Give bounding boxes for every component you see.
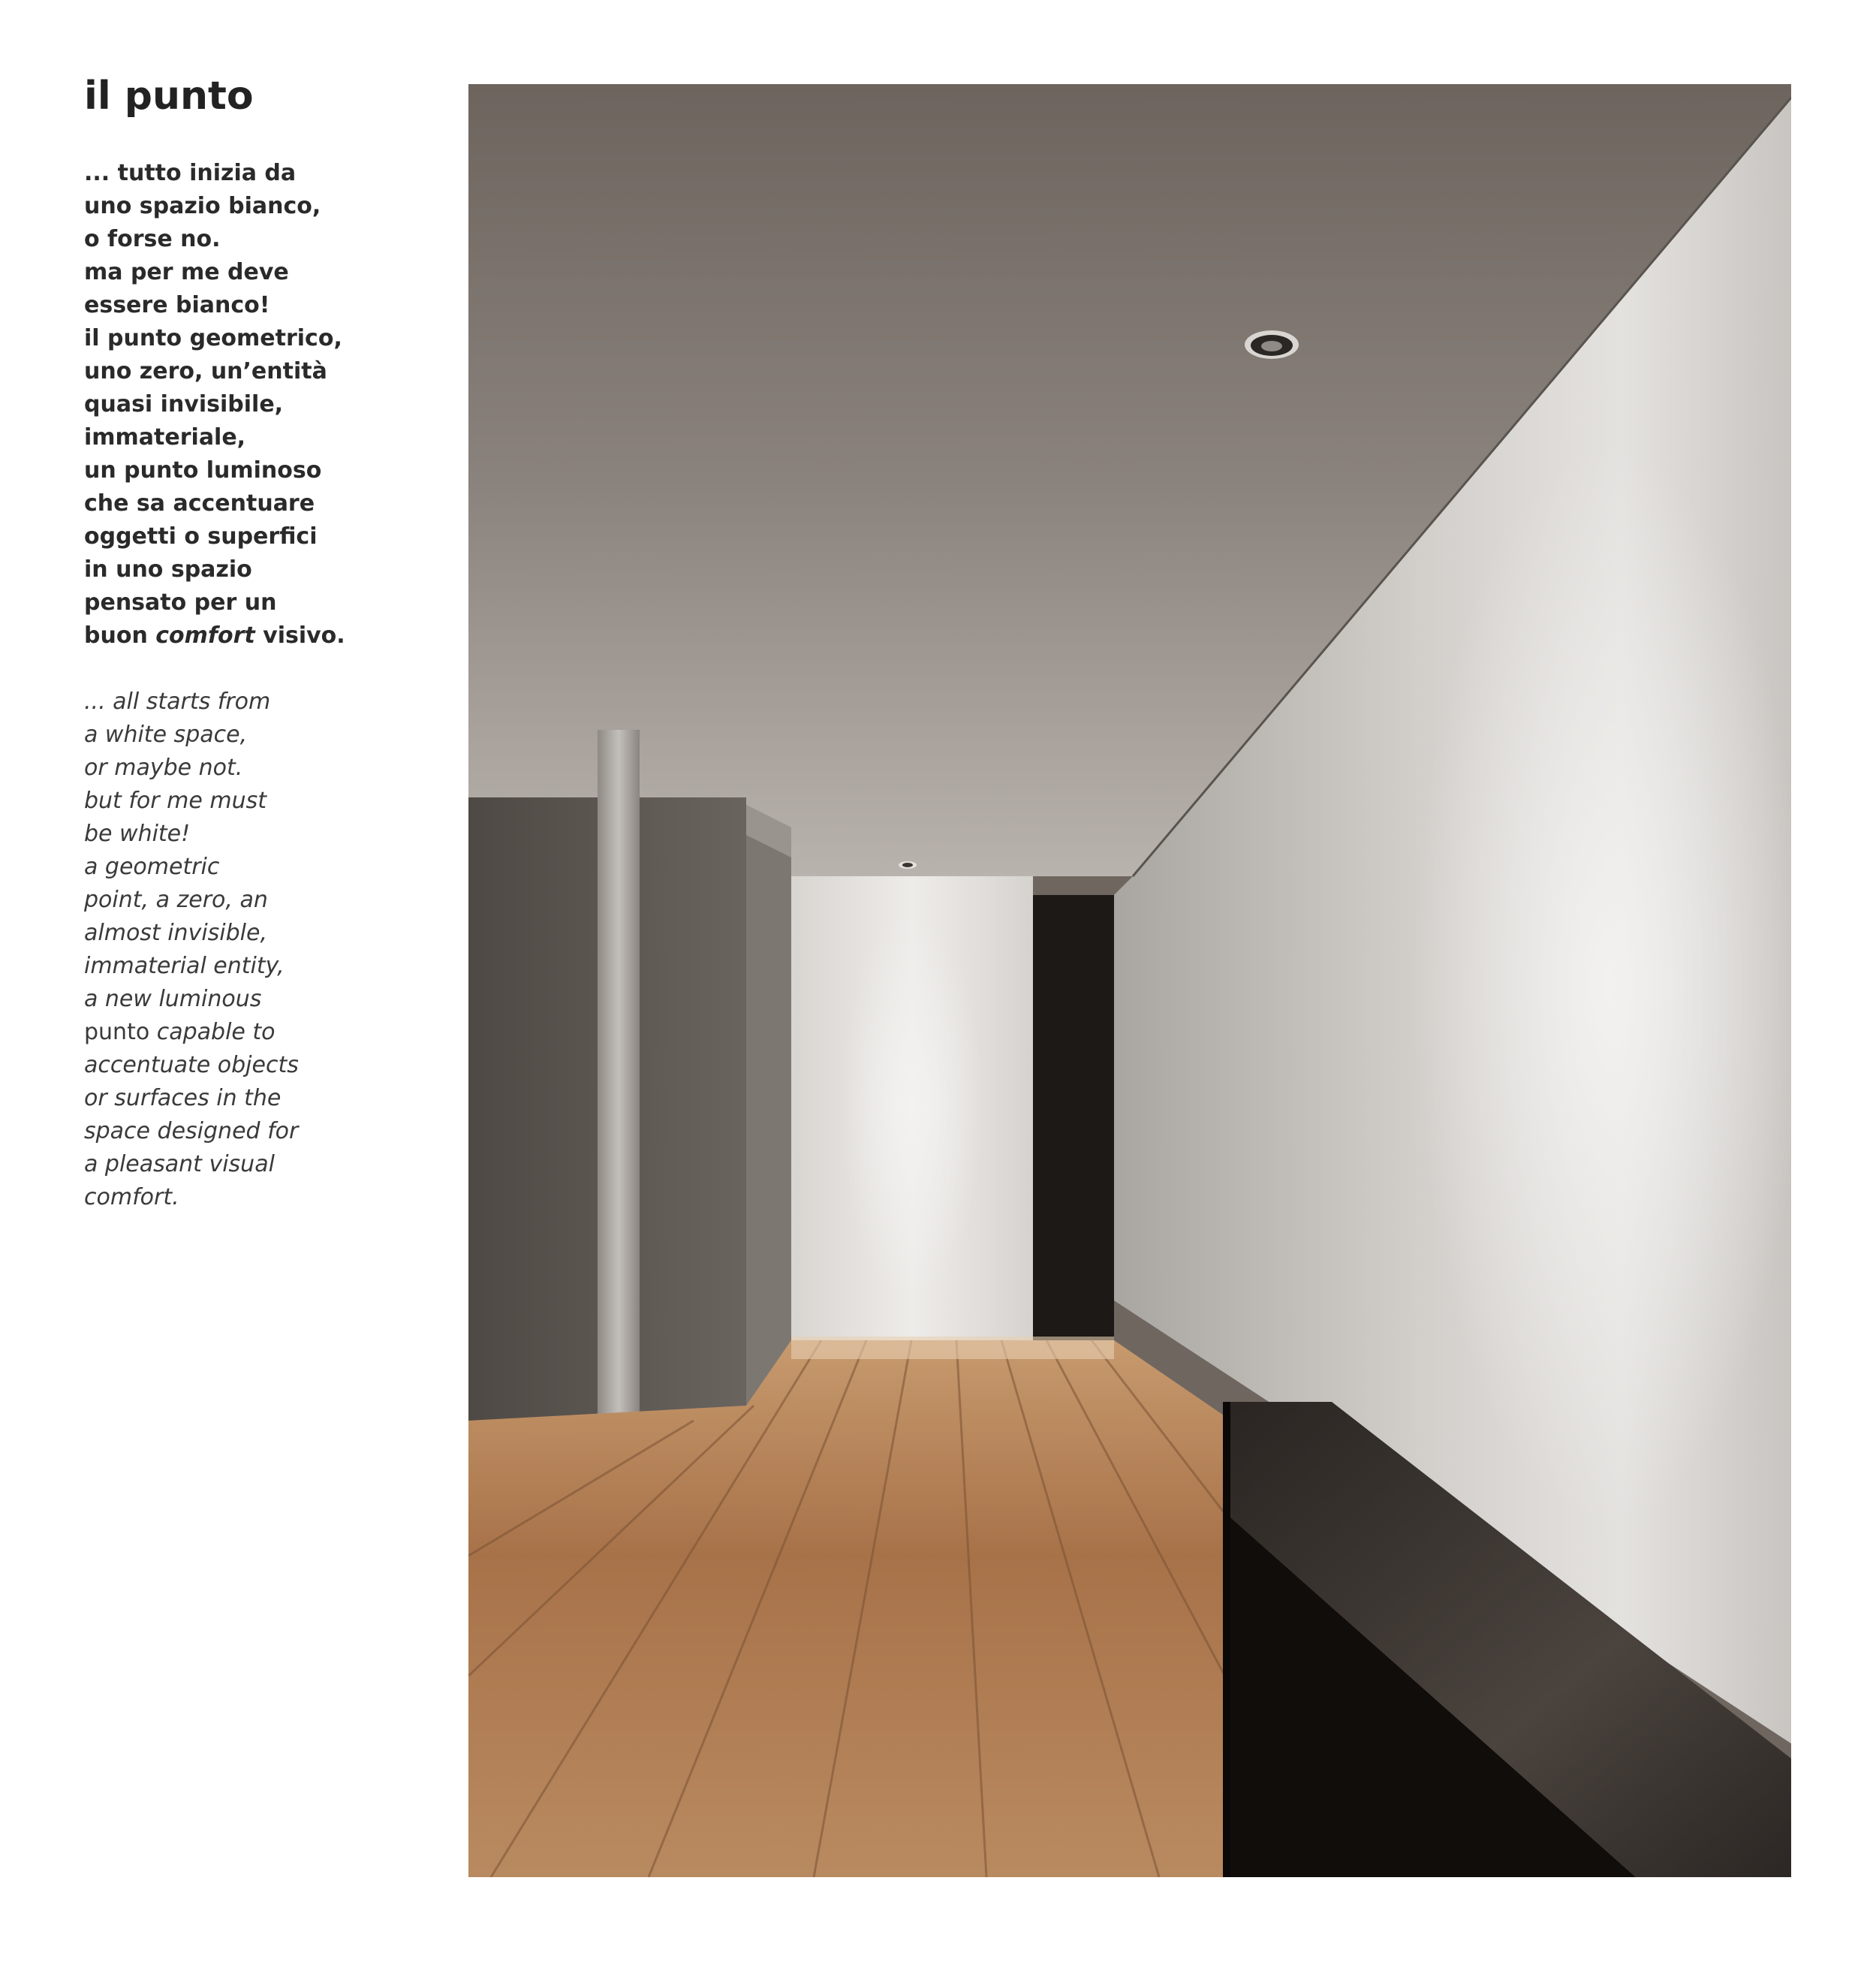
english-line: be white! xyxy=(84,821,191,848)
italian-emphasis: comfort xyxy=(155,622,255,649)
english-line: a white space, xyxy=(84,722,248,749)
english-line: but for me must xyxy=(84,788,266,815)
italian-line: ma per me deve xyxy=(84,259,289,286)
italian-line: in uno spazio xyxy=(84,556,252,583)
italian-line: un punto luminoso xyxy=(84,457,322,484)
italian-paragraph xyxy=(84,157,399,652)
page-title: il punto xyxy=(84,74,254,119)
italian-line: quasi invisibile, xyxy=(84,391,284,418)
left-wall-return xyxy=(746,805,791,1406)
english-paragraph xyxy=(84,686,399,1214)
english-punto-line xyxy=(84,1016,399,1049)
floor-glow xyxy=(791,1337,1114,1359)
ceiling-spotlight-icon xyxy=(1245,330,1299,359)
italian-last-after: visivo. xyxy=(254,622,345,649)
english-line: a geometric xyxy=(84,854,220,881)
english-line: almost invisible, xyxy=(84,920,267,947)
bench-side xyxy=(1223,1402,1230,1877)
english-line: ... all starts from xyxy=(84,689,271,716)
english-line: or maybe not. xyxy=(84,755,243,782)
corridor-photo xyxy=(468,84,1791,1877)
italian-last-before: buon xyxy=(84,622,156,649)
italian-line: o forse no. xyxy=(84,226,221,253)
italian-line: uno spazio bianco, xyxy=(84,193,321,220)
english-punto-word: punto xyxy=(84,1019,150,1046)
english-line: immaterial entity, xyxy=(84,953,285,980)
italian-line: essere bianco! xyxy=(84,292,270,319)
english-line: accentuate objects xyxy=(84,1052,299,1079)
right-wall-light xyxy=(1414,445,1791,1526)
english-line: space designed for xyxy=(84,1118,299,1145)
english-line: a new luminous xyxy=(84,986,262,1013)
english-line: point, a zero, an xyxy=(84,887,268,914)
italian-line: il punto geometrico, xyxy=(84,325,342,352)
english-line: or surfaces in the xyxy=(84,1085,282,1112)
italian-line: pensato per un xyxy=(84,589,277,616)
italian-last-line xyxy=(84,619,399,652)
english-line: a pleasant visual xyxy=(84,1151,275,1178)
english-punto-rest: capable to xyxy=(149,1019,276,1046)
doorway xyxy=(1033,895,1114,1346)
text-column xyxy=(84,75,399,1214)
italian-line: uno zero, un’entità xyxy=(84,358,327,385)
italian-line: immateriale, xyxy=(84,424,246,451)
english-line: comfort. xyxy=(84,1184,179,1211)
italian-line: oggetti o superfici xyxy=(84,523,318,550)
italian-line: che sa accentuare xyxy=(84,490,315,517)
italian-line: ... tutto inizia da xyxy=(84,160,297,187)
corridor-illustration xyxy=(468,84,1791,1877)
end-wall-light xyxy=(841,910,983,1300)
distant-spotlight-icon xyxy=(899,861,917,869)
